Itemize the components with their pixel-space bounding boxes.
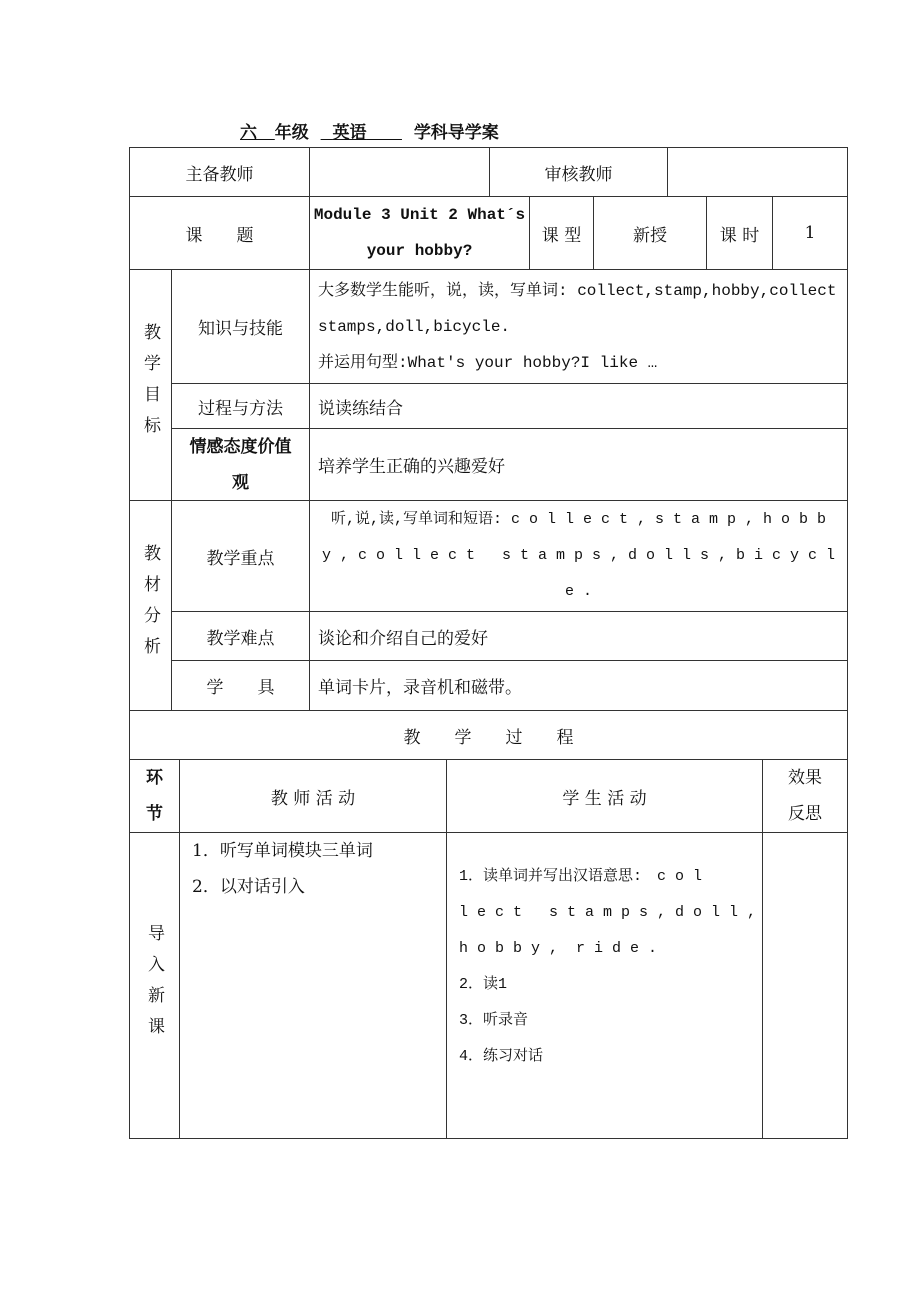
difficult-points-label: 教学难点 bbox=[171, 611, 310, 661]
topic-value bbox=[309, 196, 530, 270]
topic-line: Module 3 Unit 2 What´s bbox=[313, 206, 526, 224]
type-label: 课 型 bbox=[529, 196, 594, 270]
document-title bbox=[240, 118, 499, 143]
emotion-label: 情感态度价值观 bbox=[171, 428, 310, 501]
goals-label bbox=[129, 269, 172, 501]
text-line: h o b b y , r i d e . bbox=[459, 940, 658, 957]
topic-line: your hobby? bbox=[366, 242, 473, 260]
stage-cell bbox=[129, 832, 180, 1139]
analysis-label bbox=[129, 500, 172, 711]
text-line: 听,说,读,写单词和短语: c o l l e c t , s t a m p , h o b b bbox=[330, 511, 827, 528]
knowledge-value bbox=[309, 269, 848, 384]
student-activity-header: 学 生 活 动 bbox=[446, 759, 763, 833]
reviewer-label: 审核教师 bbox=[489, 147, 668, 197]
tools-label: 学 具 bbox=[171, 660, 310, 711]
teacher-activity-cell bbox=[179, 832, 447, 1139]
reflection-cell[interactable] bbox=[762, 832, 848, 1139]
text-line: 1．读单词并写出汉语意思: c o l bbox=[459, 868, 703, 885]
teacher-activity-header: 教 师 活 动 bbox=[179, 759, 447, 833]
title-suffix: 学科导学案 bbox=[413, 123, 499, 143]
period-value: 1 bbox=[772, 196, 848, 270]
reflection-header: 效果反思 bbox=[762, 759, 848, 833]
key-points-value bbox=[309, 500, 848, 612]
text-line: l e c t s t a m p s , d o l l , bbox=[459, 904, 757, 921]
text-line: 并运用句型:What's your hobby?I like … bbox=[318, 353, 658, 372]
emotion-value: 培养学生正确的兴趣爱好 bbox=[309, 428, 848, 501]
process-method-label: 过程与方法 bbox=[171, 383, 310, 429]
period-label: 课 时 bbox=[706, 196, 773, 270]
text-line: 4．练习对话 bbox=[459, 1048, 544, 1065]
student-activity-cell bbox=[446, 832, 763, 1139]
stage-text: 导入新课 bbox=[144, 923, 164, 1048]
text-line: e . bbox=[564, 583, 592, 600]
text-line: 大多数学生能听，说，读，写单词: collect,stamp,hobby,collect bbox=[318, 281, 837, 300]
grade-suffix: 年级 bbox=[274, 123, 309, 143]
type-value: 新授 bbox=[593, 196, 707, 270]
lead-teacher-value[interactable] bbox=[309, 147, 490, 197]
lead-teacher-label: 主备教师 bbox=[129, 147, 310, 197]
stage-header: 环节 bbox=[129, 759, 180, 833]
process-method-value: 说读练结合 bbox=[309, 383, 848, 429]
grade: 六 bbox=[240, 123, 257, 143]
difficult-points-value: 谈论和介绍自己的爱好 bbox=[309, 611, 848, 661]
goals-label-text: 教学目标 bbox=[140, 323, 160, 447]
text-line: 1．听写单词模块三单词 bbox=[192, 841, 373, 861]
knowledge-label: 知识与技能 bbox=[171, 269, 310, 384]
analysis-label-text: 教材分析 bbox=[140, 543, 160, 668]
tools-value: 单词卡片，录音机和磁带。 bbox=[309, 660, 848, 711]
key-points-label: 教学重点 bbox=[171, 500, 310, 612]
reviewer-value[interactable] bbox=[667, 147, 848, 197]
topic-label: 课 题 bbox=[129, 196, 310, 270]
process-heading: 教 学 过 程 bbox=[129, 710, 848, 760]
text-line: 2．读1 bbox=[459, 976, 508, 993]
subject: 英语 bbox=[332, 123, 367, 143]
text-line: stamps,doll,bicycle. bbox=[318, 317, 511, 336]
text-line: y , c o l l e c t s t a m p s , d o l l s , b i c y c l bbox=[321, 547, 836, 564]
text-line: 3．听录音 bbox=[459, 1012, 529, 1029]
text-line: 2．以对话引入 bbox=[192, 877, 305, 897]
